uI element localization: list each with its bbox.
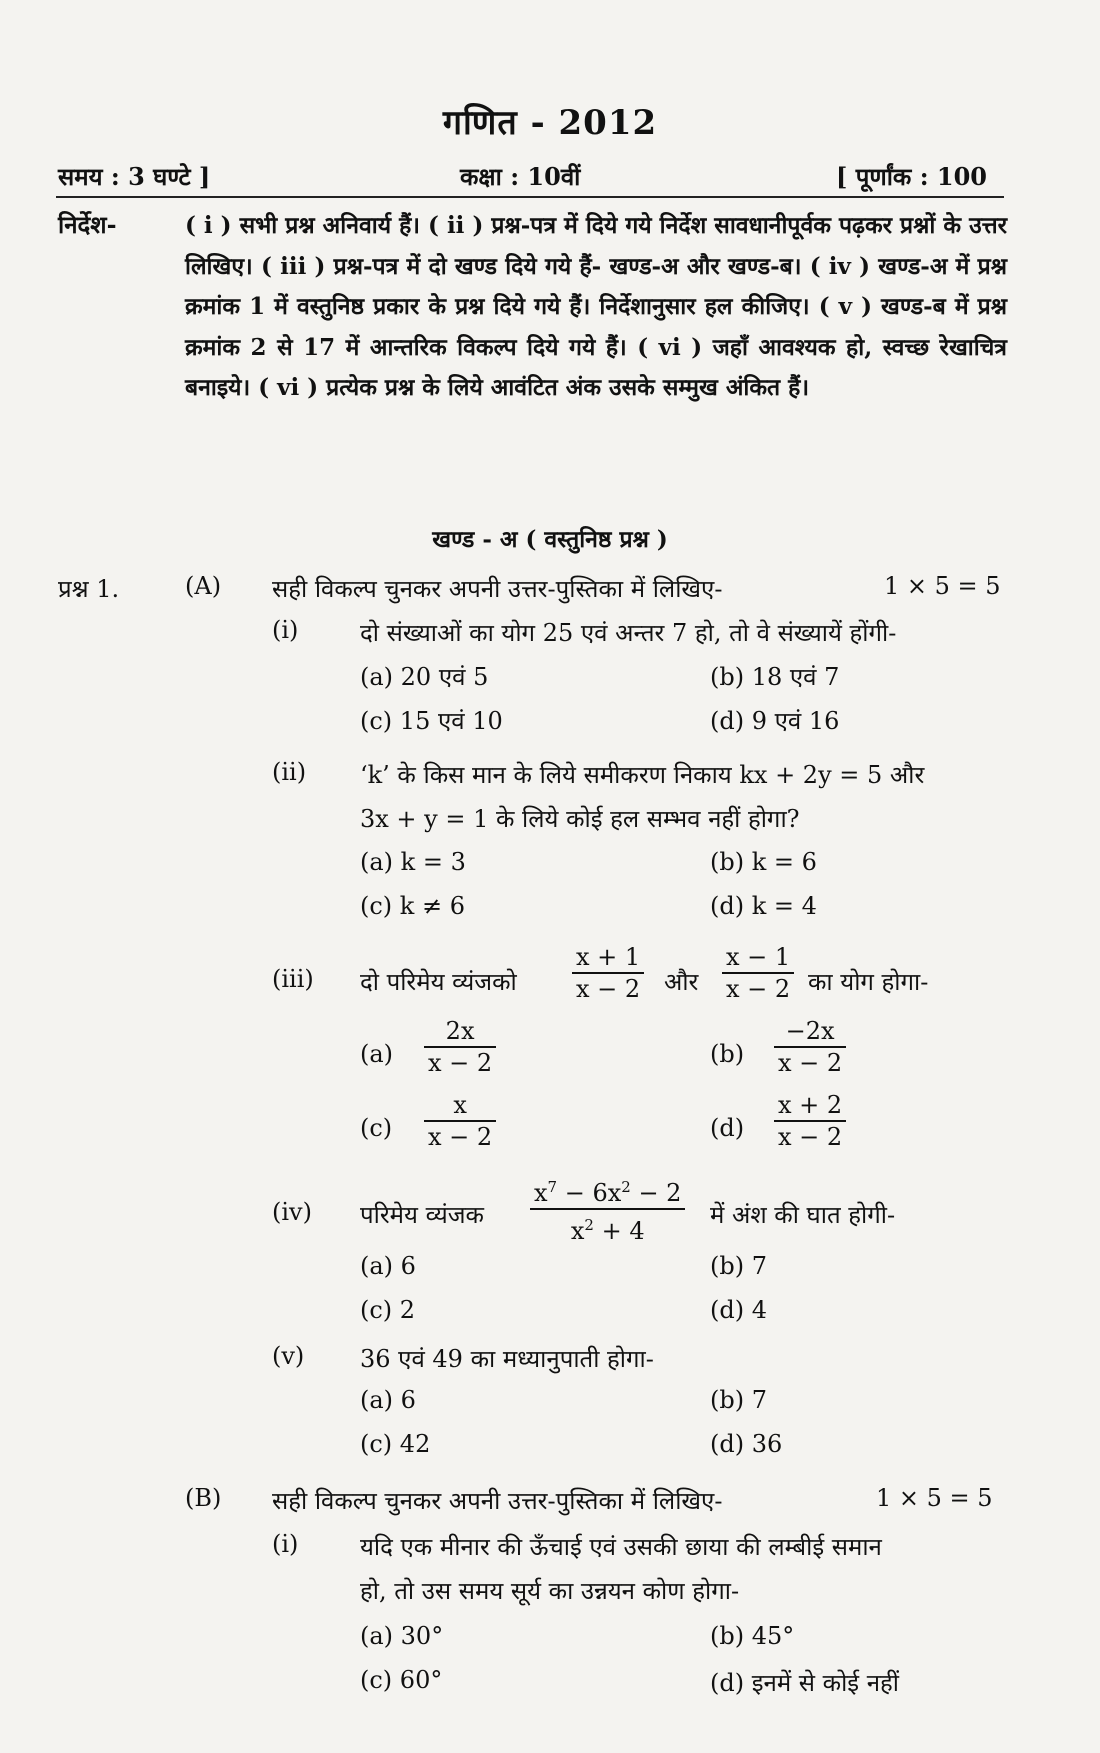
- fraction-denominator: x − 2: [424, 1120, 496, 1152]
- q-a-iv-option-b: (b) 7: [710, 1252, 767, 1280]
- q-a-v-option-c: (c) 42: [360, 1430, 431, 1458]
- q-a-iii-option-a-fraction: [424, 1016, 496, 1078]
- q-a-iii-option-b-fraction: [774, 1016, 846, 1078]
- part-a-label: (A): [185, 572, 222, 600]
- fraction-denominator: x − 2: [774, 1120, 846, 1152]
- q-a-ii-number: (ii): [272, 758, 307, 786]
- fraction-numerator: [530, 1172, 685, 1208]
- q-a-iii-and: और: [664, 968, 699, 996]
- q-a-v-option-d: (d) 36: [710, 1430, 783, 1458]
- part-b-label: (B): [185, 1484, 222, 1512]
- question-1-label: प्रश्न 1.: [58, 575, 120, 603]
- q-a-i-option-d: (d) 9 एवं 16: [710, 707, 840, 735]
- q-a-iii-pre: दो परिमेय व्यंजको: [360, 968, 517, 996]
- q-a-i-option-b: (b) 18 एवं 7: [710, 663, 840, 691]
- fraction-denominator: x − 2: [572, 972, 644, 1004]
- numerator-variable: x: [534, 1179, 548, 1207]
- denominator-exponent: 2: [584, 1216, 594, 1234]
- q-a-iii-option-d-fraction: [774, 1090, 846, 1152]
- q-a-iii-option-d-label: (d): [710, 1114, 745, 1142]
- total-marks-label: [ पूर्णांक : 100: [836, 162, 988, 191]
- numerator-exponent-1: 7: [547, 1178, 558, 1196]
- numerator-end: − 2: [630, 1179, 682, 1207]
- fraction-numerator: x + 2: [778, 1091, 843, 1119]
- q-a-iii-option-b-label: (b): [710, 1040, 745, 1068]
- section-a-title: खण्ड - अ ( वस्तुनिष्ठ प्रश्न ): [432, 526, 668, 553]
- part-a-marks: 1 × 5 = 5: [884, 572, 1001, 600]
- fraction-denominator: x − 2: [424, 1046, 496, 1078]
- q-b-i-option-c: (c) 60°: [360, 1666, 443, 1694]
- q-a-v-option-a: (a) 6: [360, 1386, 416, 1414]
- q-b-i-option-d: (d) इनमें से कोई नहीं: [710, 1669, 899, 1697]
- q-a-ii-line2: 3x + y = 1 के लिये कोई हल सम्भव नहीं होगा?: [360, 805, 800, 833]
- page-title: गणित - 2012: [442, 103, 658, 143]
- q-a-iv-option-c: (c) 2: [360, 1296, 416, 1324]
- q-a-i-number: (i): [272, 616, 299, 644]
- q-a-ii-option-b: (b) k = 6: [710, 848, 817, 876]
- fraction-denominator: x − 2: [774, 1046, 846, 1078]
- time-label: समय : 3 घण्टे ]: [58, 162, 211, 191]
- q-a-i-text: दो संख्याओं का योग 25 एवं अन्तर 7 हो, तो वे संख्यायें होंगी-: [360, 619, 897, 647]
- fraction-numerator: x + 1: [576, 943, 641, 971]
- q-a-iii-option-a-label: (a): [360, 1040, 394, 1068]
- q-a-iv-number: (iv): [272, 1198, 312, 1226]
- q-a-ii-line1: ‘k’ के किस मान के लिये समीकरण निकाय kx + 2y = 5 और: [360, 761, 925, 789]
- part-b-instruction: सही विकल्प चुनकर अपनी उत्तर-पुस्तिका में लिखिए-: [272, 1487, 723, 1515]
- part-a-instruction: सही विकल्प चुनकर अपनी उत्तर-पुस्तिका में लिखिए-: [272, 575, 723, 603]
- q-a-ii-option-a: (a) k = 3: [360, 848, 466, 876]
- fraction-numerator: x − 1: [726, 943, 791, 971]
- denominator-variable: x: [570, 1217, 585, 1245]
- q-b-i-number: (i): [272, 1530, 299, 1558]
- q-b-i-line1: यदि एक मीनार की ऊँचाई एवं उसकी छाया की लम्बीई समान: [360, 1533, 882, 1561]
- q-a-iv-post: में अंश की घात होगी-: [710, 1201, 896, 1229]
- q-a-v-number: (v): [272, 1342, 305, 1370]
- q-a-v-text: 36 एवं 49 का मध्यानुपाती होगा-: [360, 1345, 654, 1373]
- q-a-iv-fraction: [530, 1172, 685, 1246]
- fraction-numerator: −2x: [785, 1017, 835, 1045]
- fraction-numerator: 2x: [445, 1017, 475, 1045]
- q-a-v-option-b: (b) 7: [710, 1386, 767, 1414]
- numerator-middle: − 6x: [557, 1179, 622, 1207]
- q-a-iii-post: का योग होगा-: [808, 968, 929, 996]
- q-a-iii-fraction-2: [722, 942, 794, 1004]
- q-a-ii-option-c: (c) k ≠ 6: [360, 892, 465, 920]
- q-a-iii-fraction-1: [572, 942, 644, 1004]
- header-divider: [56, 196, 1004, 198]
- q-a-ii-option-d: (d) k = 4: [710, 892, 817, 920]
- q-a-i-option-c: (c) 15 एवं 10: [360, 707, 503, 735]
- q-a-i-option-a: (a) 20 एवं 5: [360, 663, 489, 691]
- denominator-end: + 4: [593, 1217, 645, 1245]
- q-a-iv-option-d: (d) 4: [710, 1296, 767, 1324]
- q-a-iv-pre: परिमेय व्यंजक: [360, 1201, 484, 1229]
- fraction-denominator: [530, 1208, 685, 1246]
- q-a-iv-option-a: (a) 6: [360, 1252, 416, 1280]
- q-b-i-line2: हो, तो उस समय सूर्य का उन्नयन कोण होगा-: [360, 1577, 740, 1605]
- instructions-text: ( i ) सभी प्रश्न अनिवार्य हैं। ( ii ) प्रश्न-पत्र में दिये गये निर्देश सावधानीपूर्वक पढ़कर प्रश्नों के उत्तर लिखिए। ( iii ) प्रश्न-पत्र में दो खण्ड दिये गये हैं- खण्ड-अ और खण्ड-ब। ( iv ) खण्ड-अ में प्रश्न क्रमांक 1 में वस्तुनिष्ठ प्रकार के प्रश्न दिये गये हैं। निर्देशानुसार हल कीजिए। ( v ) खण्ड-ब में प्रश्न क्रमांक 2 से 17 में आन्तरिक विकल्प दिये गये हैं। ( vi ) जहाँ आवश्यक हो, स्वच्छ रेखाचित्र बनाइये। ( vi ) प्रत्येक प्रश्न के लिये आवंटित अंक उसके सम्मुख अंकित हैं।: [185, 212, 1007, 401]
- q-b-i-option-a: (a) 30°: [360, 1622, 444, 1650]
- q-a-iii-number: (iii): [272, 965, 314, 993]
- q-a-iii-option-c-label: (c): [360, 1114, 393, 1142]
- fraction-numerator: x: [453, 1091, 467, 1119]
- part-b-marks: 1 × 5 = 5: [876, 1484, 993, 1512]
- fraction-denominator: x − 2: [722, 972, 794, 1004]
- numerator-exponent-2: 2: [621, 1178, 631, 1196]
- q-b-i-option-b: (b) 45°: [710, 1622, 795, 1650]
- instructions-label: निर्देश-: [58, 210, 117, 239]
- q-a-iii-option-c-fraction: [424, 1090, 496, 1152]
- class-label: कक्षा : 10वीं: [460, 162, 581, 191]
